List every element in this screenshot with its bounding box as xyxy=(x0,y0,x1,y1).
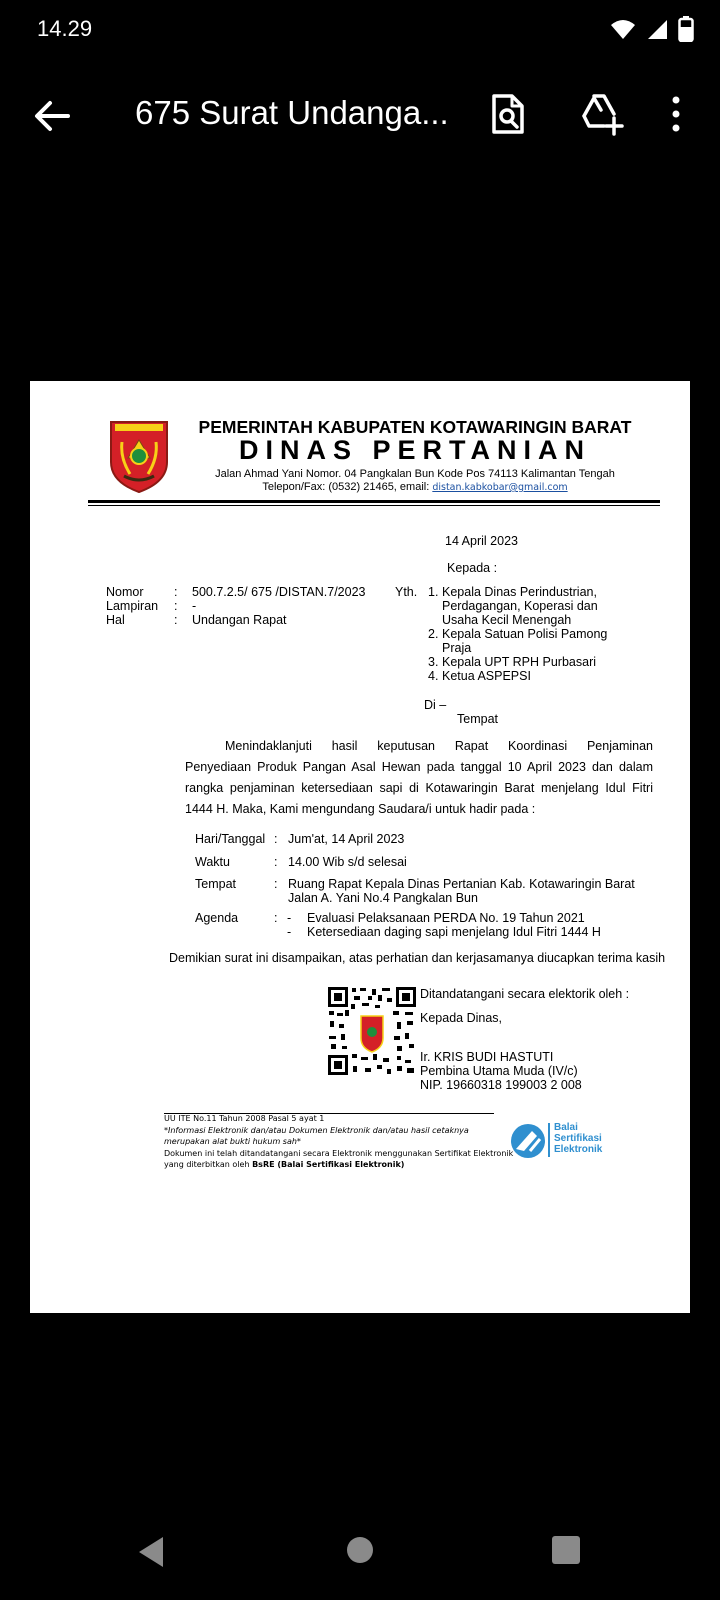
app-bar xyxy=(0,72,720,156)
bsre-logo-text xyxy=(554,1122,602,1155)
meta-label: Nomor xyxy=(106,585,144,599)
recipient-number: 3. xyxy=(428,655,439,669)
document-search-icon xyxy=(484,90,532,138)
recipient-line: Kepala UPT RPH Purbasari xyxy=(442,655,597,669)
meta-colon: : xyxy=(174,585,178,599)
footer-law: UU ITE No.11 Tahun 2008 Pasal 5 ayat 1 xyxy=(164,1114,325,1123)
pdf-page[interactable] xyxy=(30,381,690,1313)
agenda-item: Ketersediaan daging sapi menjelang Idul Fitri 1444 H xyxy=(307,925,601,939)
detail-label: Waktu xyxy=(195,855,230,869)
detail-label: Tempat xyxy=(195,877,236,891)
agency-contact xyxy=(30,481,690,493)
footer-note xyxy=(164,1160,404,1169)
yth-label: Yth. xyxy=(395,585,418,599)
bsre-text-line: Balai xyxy=(554,1122,578,1133)
bsre-logo-icon xyxy=(510,1123,550,1159)
nav-recents-button[interactable] xyxy=(551,1535,581,1565)
closing-text: Demikian surat ini disampaikan, atas perhatian dan kerjasamanya diucapkan terima kasih xyxy=(169,951,666,965)
footer-note: Dokumen ini telah ditandatangani secara Elektronik menggunakan Sertifikat Elektronik xyxy=(164,1149,514,1158)
detail-label: Agenda xyxy=(195,911,239,925)
recipient-line: Kepala Dinas Perindustrian, xyxy=(442,585,597,599)
footer-italic: merupakan alat bukti hukum sah* xyxy=(164,1137,301,1146)
body-line: 1444 H. Maka, Kami mengundang Saudara/i untuk hadir pada : xyxy=(185,802,536,816)
bsre-text-line: Elektronik xyxy=(554,1144,603,1155)
signed-by-text: Ditandatangani secara elektorik oleh : xyxy=(420,987,630,1001)
nav-home-button[interactable] xyxy=(346,1536,374,1564)
body-line: rangka penjaminan ketersediaan sapi di Kotawaringin Barat menjelang Idul Fitri xyxy=(185,781,653,795)
footer-note-text: yang diterbitkan oleh xyxy=(164,1160,253,1169)
detail-label: Hari/Tanggal xyxy=(195,832,266,846)
recipient-line: Perdagangan, Koperasi dan xyxy=(442,599,598,613)
status-time: 14.29 xyxy=(37,16,93,41)
document-title: 675 Surat Undanga... xyxy=(135,94,449,131)
add-to-drive-icon xyxy=(576,90,624,138)
arrow-back-icon xyxy=(30,94,74,138)
signer-nip: NIP. 19660318 199003 2 008 xyxy=(420,1078,582,1092)
body-line: Penyediaan Produk Pangan Asal Hewan pada tanggal 10 April 2023 dan dalam xyxy=(185,760,653,774)
agenda-item: Evaluasi Pelaksanaan PERDA No. 19 Tahun 2021 xyxy=(307,911,585,925)
header-rule-thin xyxy=(88,505,660,506)
recipient-line: Praja xyxy=(442,641,472,655)
bsre-divider xyxy=(548,1123,550,1157)
recipient-line: Usaha Kecil Menengah xyxy=(442,613,572,627)
status-bar xyxy=(0,0,720,62)
status-icons xyxy=(610,16,694,42)
header-rule-thick xyxy=(88,500,660,503)
detail-value: 14.00 Wib s/d selesai xyxy=(288,855,407,869)
agency-address: Jalan Ahmad Yani Nomor. 04 Pangkalan Bun Kode Pos 74113 Kalimantan Tengah xyxy=(215,468,615,480)
agenda-bullet: - xyxy=(287,911,292,925)
agency-header: DINAS PERTANIAN xyxy=(238,435,591,465)
meta-value: - xyxy=(192,599,197,613)
detail-colon: : xyxy=(274,855,278,869)
meta-colon: : xyxy=(174,613,178,627)
recipient-number: 1. xyxy=(428,585,439,599)
back-button[interactable] xyxy=(30,94,74,138)
di-label: Di – xyxy=(424,698,447,712)
recipient-line: Ketua ASPEPSI xyxy=(442,669,531,683)
meta-label: Hal xyxy=(106,613,125,627)
tempat-label: Tempat xyxy=(457,712,498,726)
add-to-drive-button[interactable] xyxy=(576,90,624,138)
battery-icon xyxy=(678,16,694,42)
signer-rank: Pembina Utama Muda (IV/c) xyxy=(420,1064,578,1078)
agenda-bullet: - xyxy=(287,925,292,939)
signer-name: Ir. KRIS BUDI HASTUTI xyxy=(420,1050,554,1064)
recipient-line: Kepala Satuan Polisi Pamong xyxy=(442,627,608,641)
signer-position: Kepada Dinas, xyxy=(420,1011,503,1025)
meta-colon: : xyxy=(174,599,178,613)
recipient-number: 4. xyxy=(428,669,439,683)
footer-italic: *Informasi Elektronik dan/atau Dokumen Elektronik dan/atau hasil cetaknya xyxy=(164,1126,469,1135)
body-line: Menindaklanjuti hasil keputusan Rapat Koordinasi Penjaminan xyxy=(225,739,653,753)
signature-qr-code xyxy=(327,986,417,1076)
meta-value: 500.7.2.5/ 675 /DISTAN.7/2023 xyxy=(192,585,366,599)
detail-colon: : xyxy=(274,832,278,846)
navigation-bar xyxy=(0,1510,720,1600)
meta-label: Lampiran xyxy=(106,599,159,613)
email-link[interactable]: distan.kabkobar@gmail.com xyxy=(432,482,568,493)
cell-signal-icon xyxy=(646,18,668,40)
detail-value: Jalan A. Yani No.4 Pangkalan Bun xyxy=(288,891,478,905)
bsre-text-line: Sertifikasi xyxy=(554,1133,602,1144)
detail-value: Ruang Rapat Kepala Dinas Pertanian Kab. Kotawaringin Barat xyxy=(288,877,635,891)
recipient-number: 2. xyxy=(428,627,439,641)
detail-colon: : xyxy=(274,877,278,891)
kepada-label: Kepada : xyxy=(447,561,498,575)
footer-note-bold: BsRE (Balai Sertifikasi Elektronik) xyxy=(252,1160,405,1169)
more-options-button[interactable] xyxy=(656,90,696,138)
government-header: PEMERINTAH KABUPATEN KOTAWARINGIN BARAT xyxy=(198,417,632,437)
letter-date: 14 April 2023 xyxy=(445,534,518,548)
detail-value: Jum'at, 14 April 2023 xyxy=(288,832,405,846)
meta-value: Undangan Rapat xyxy=(192,613,287,627)
find-in-document-button[interactable] xyxy=(484,90,532,138)
more-vert-icon xyxy=(656,90,696,138)
wifi-icon xyxy=(610,18,636,40)
nav-back-button[interactable] xyxy=(135,1534,167,1570)
contact-text: Telepon/Fax: (0532) 21465, email: xyxy=(262,481,433,493)
detail-colon: : xyxy=(274,911,278,925)
